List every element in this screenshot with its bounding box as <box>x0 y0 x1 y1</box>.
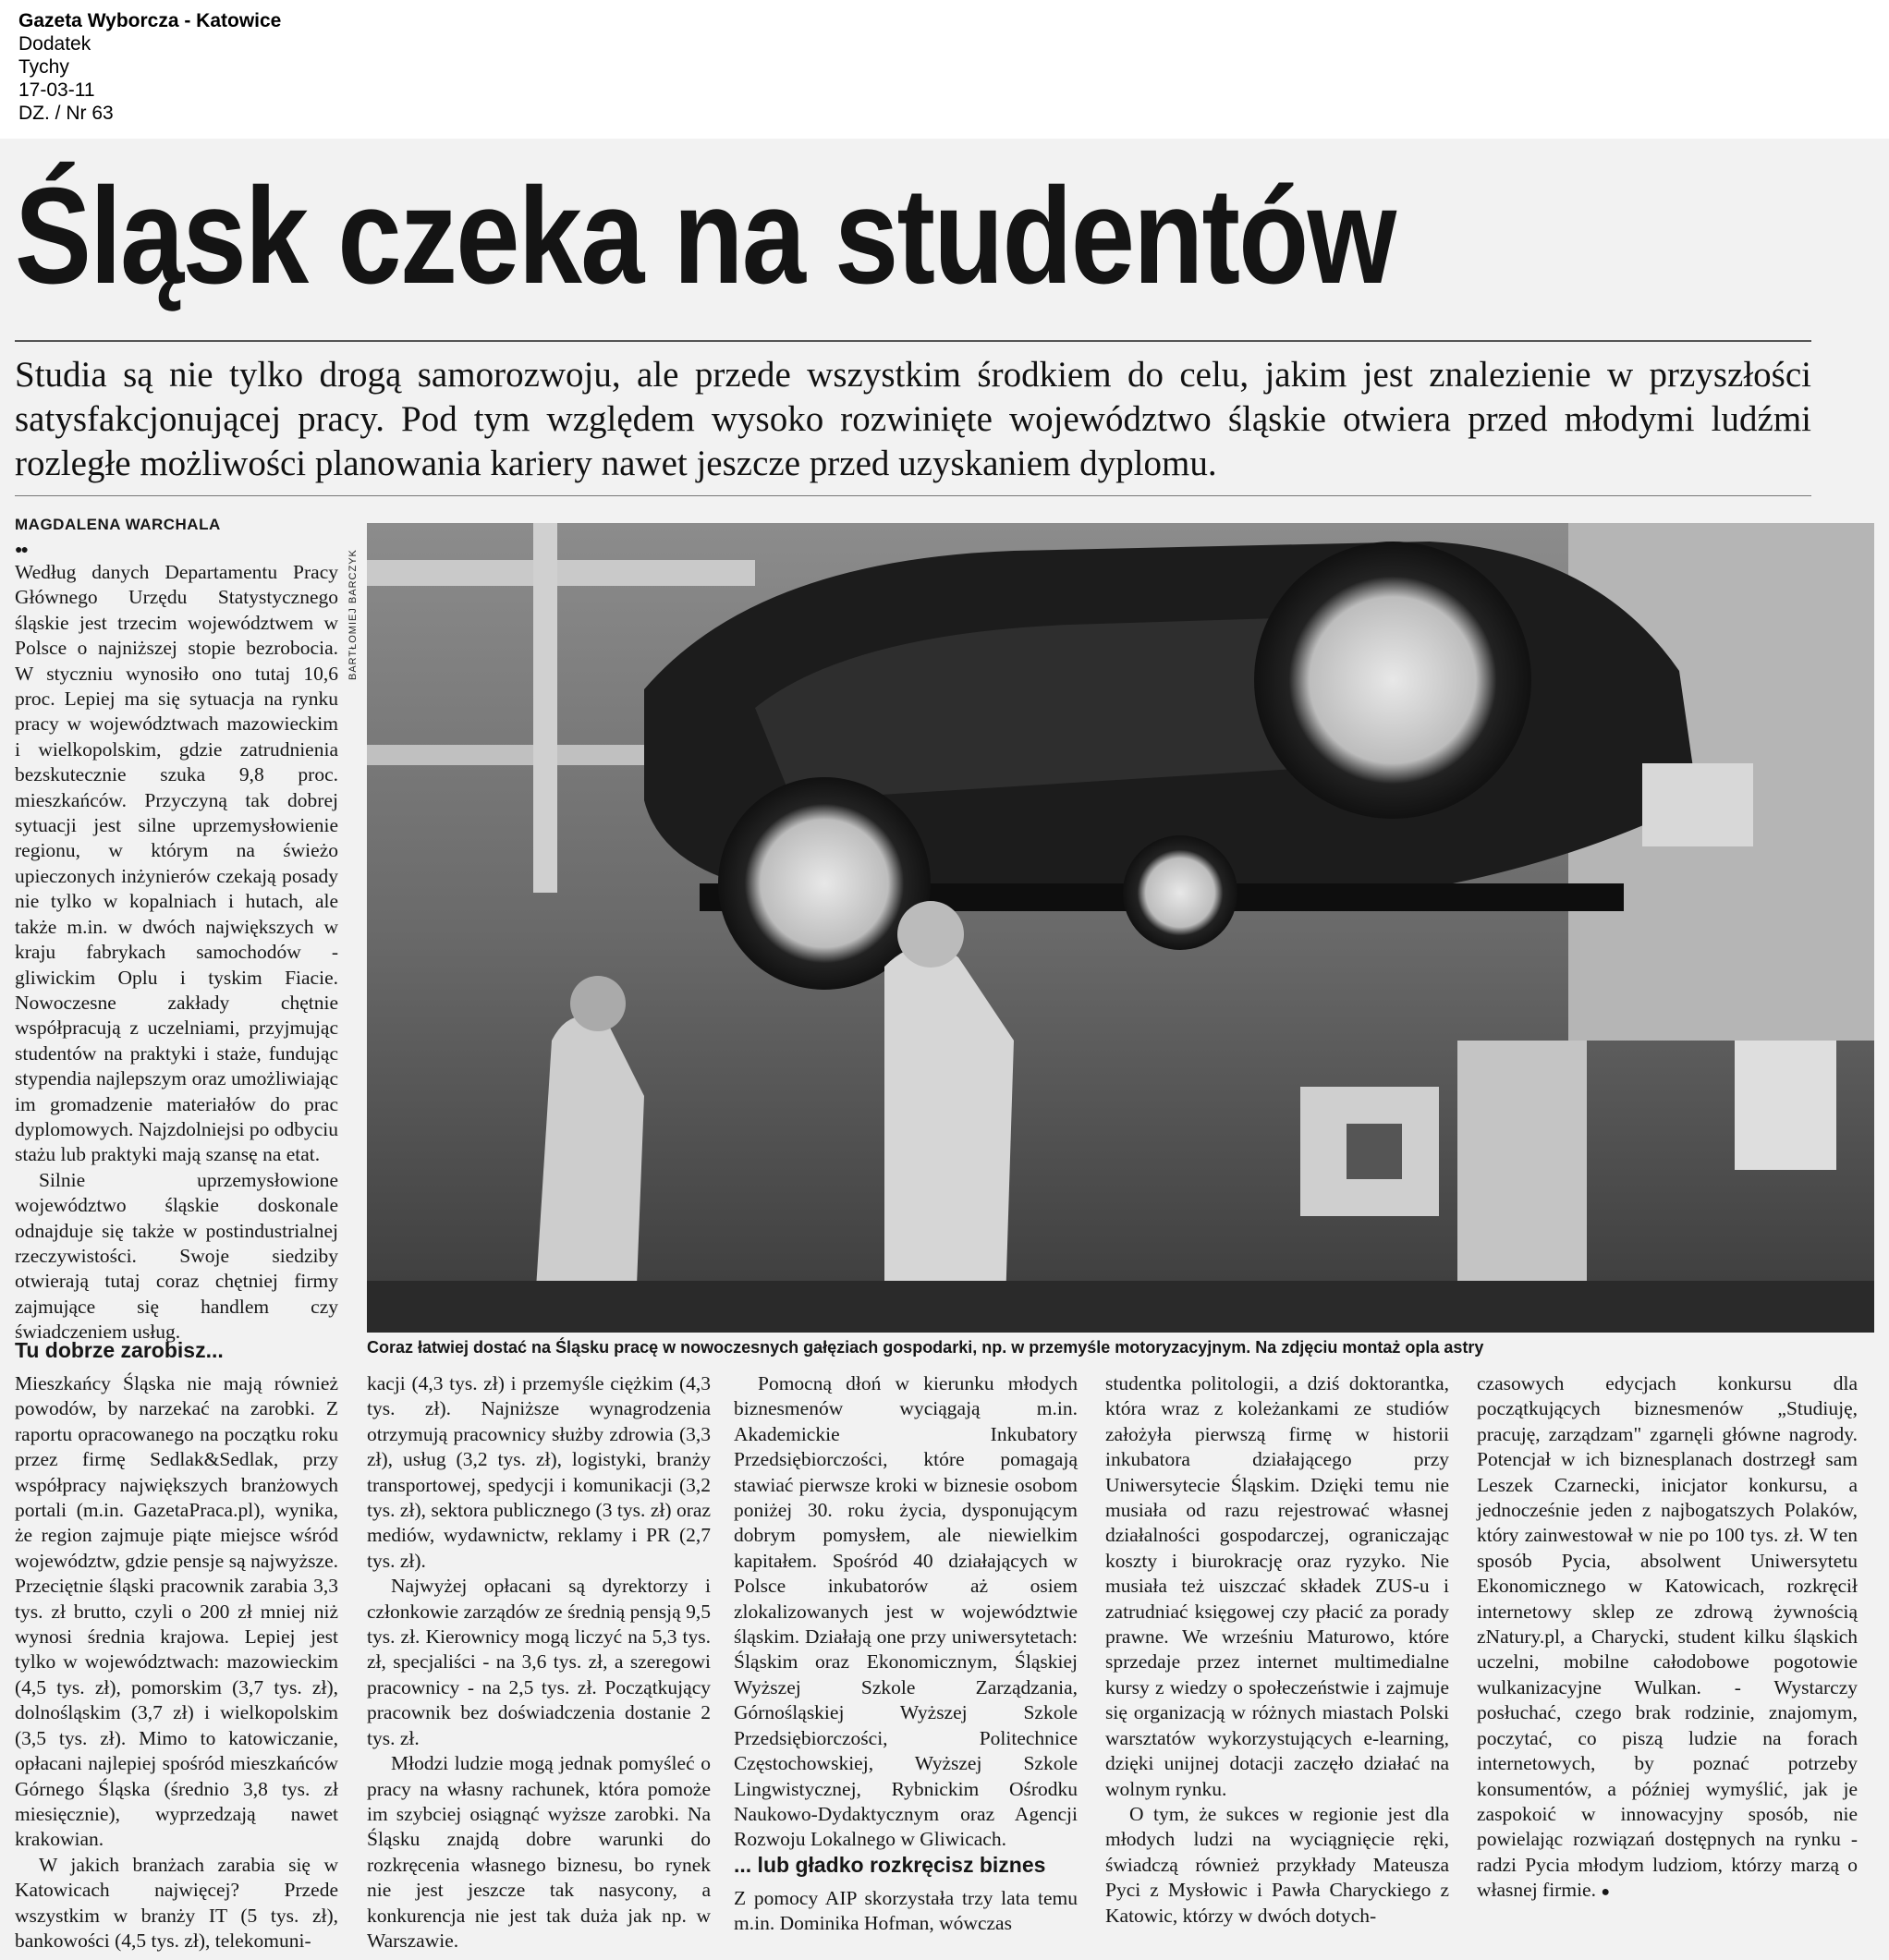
paragraph-text: czasowych edycjach konkursu dla początkujących biznesmenów „Studiuję, pracuję, zarządzam" zgarnęli główne nagrody. Potencjał w ich biznesplanach dostrzegł sam Leszek Czarnecki, inicjator konkursu, a jednocześnie jeden z najbogatszych Polaków, który zainwestował w nie po 100 tys. zł. W ten sposób Pycia, absolwent Uniwersytetu Ekonomicznego w Katowicach, rozkręcił internetowy sklep ze zdrową żywnością zNatury.pl, a Charycki, student kilku śląskich uczelni, mobilne całodobowe pogotowie wulkanizacyjne Wulkan. - Wystarczy posłuchać, czego brak rodzinie, znajomym, poczytać, co piszą ludzie na forach internetowych, by poznać potrzeby konsumentów, a później wymyślić, jak je zaspokoić w innowacyjny sposób, nie powielając rozwiązań dostępnych na rynku - radzi Pycia młodym ludziom, którzy marzą o własnej firmie. <box>1477 1372 1858 1902</box>
article-headline: Śląsk czeka na studentów <box>15 160 1395 312</box>
paragraph: Najwyżej opłacani są dyrektorzy i członkowie zarządów ze średnią pensją 9,5 tys. zł. Kierownicy mogą liczyć na 5,3 tys. zł, specjaliści - na 3,6 tys. zł, a szeregowi pracownicy - na 2,5 tys. zł. Początkujący pracownik bez doświadczenia dostanie 2 tys. zł. <box>367 1575 711 1749</box>
column-4 <box>1105 1371 1449 1929</box>
rear-wheel <box>1254 542 1531 819</box>
end-of-article-mark: ● <box>1601 1884 1611 1901</box>
headline-rule <box>15 340 1811 342</box>
paragraph <box>1477 1371 1858 1905</box>
article-photo <box>367 523 1874 1333</box>
paragraph: kacji (4,3 tys. zł) i przemyśle ciężkim (4,3 tys. zł). Najniższe wynagrodzenia otrzymują pracownicy służby zdrowia (3,3 zł), usług (3,2 tys. zł), logistyki, branży transportowej, spedycji i komunikacji (3,2 tys. zł), sektora publicznego (3 tys. zł) oraz mediów, wydawnictw, reklamy i PR (2,7 tys. zł). <box>367 1372 711 1572</box>
paragraph: Z pomocy AIP skorzystała trzy lata temu m.in. Dominika Hofman, wówczas <box>734 1887 1078 1935</box>
city-label: Tychy <box>18 56 69 78</box>
subhead-earnings: Tu dobrze zarobisz... <box>15 1338 224 1362</box>
author-mark: ●● <box>15 543 27 557</box>
paragraph: Silnie uprzemysłowione województwo śląskie doskonale odnajduje się także w postindustrialnej rzeczywistości. Swoje siedziby otwierają tutaj coraz chętniej firmy zajmujące się handlem czy świadczeniem usług. <box>15 1168 338 1344</box>
paragraph: Pomocną dłoń w kierunku młodych biznesmenów wyciągają m.in. Akademickie Inkubatory Przedsiębiorczości, które pomagają stawiać pierwsze kroki w biznesie osobom poniżej 30. roku życia, dysponującym dobrym pomysłem, ale niewielkim kapitałem. Spośród 40 działających w Polsce inkubatorów aż osiem zlokalizowanych jest w województwie śląskim. Działają one przy uniwersytetach: Śląskim oraz Ekonomicznym, Śląskiej Wyższej Szkole Zarządzania, Górnośląskiej Wyższej Szkole Przedsiębiorczości, Politechnice Częstochowskiej, Wyższej Szkole Lingwistycznej, Rybnickim Ośrodku Naukowo-Dydaktycznym oraz Agencji Rozwoju Lokalnego w Gliwicach. <box>734 1372 1078 1851</box>
subhead-business: ... lub gładko rozkręcisz biznes <box>734 1853 1046 1877</box>
column-3 <box>734 1371 1078 1853</box>
column-3b <box>734 1886 1078 1937</box>
supplement-label: Dodatek <box>18 33 91 55</box>
column-5 <box>1477 1371 1858 1905</box>
article-lead: Studia są nie tylko drogą samorozwoju, ale przede wszystkim środkiem do celu, jakim jest znalezienie w przyszłości satysfakcjonującej pracy. Pod tym względem wysoko rozwinięte województwo śląskie otwiera przed młodymi ludźmi rozległe możliwości planowania kariery nawet jeszcze przed uzyskaniem dyplomu. <box>15 355 1811 483</box>
publication-name: Gazeta Wyborcza - Katowice <box>18 10 282 31</box>
photo-credit: BARTŁOMIEJ BARCZYK <box>347 549 359 680</box>
author-byline: MAGDALENA WARCHALA <box>15 516 221 533</box>
column-1 <box>15 560 338 1345</box>
photo-caption: Coraz łatwiej dostać na Śląsku pracę w nowoczesnych gałęziach gospodarki, np. w przemyśle motoryzacyjnym. Na zdjęciu montaż opla astry <box>367 1338 1484 1357</box>
clipping-metadata <box>18 9 281 125</box>
lower-wheel <box>1123 835 1237 950</box>
paragraph: studentka politologii, a dziś doktorantka, która wraz z koleżankami ze studiów założyła pierwszą firmę w historii inkubatora działającego przy Uniwersytecie Śląskim. Dzięki temu nie musiała od razu rejestrować własnej działalności gospodarczej, ograniczając koszty i biurokrację oraz ryzyko. Nie musiała też uiszczać składek ZUS-u i zatrudniać księgowej czy płacić za porady prawne. We wrześniu Maturowo, które sprzedaje przez internet multimedialne kursy z wiedzy o społeczeństwie i zajmuje się organizacją w różnych miastach Polski warsztatów wykorzystujących e-learning, dzięki unijnej dotacji zaczęło działać na wolnym rynku. <box>1105 1372 1449 1800</box>
paragraph: O tym, że sukces w regionie jest dla młodych ludzi na wyciągnięcie ręki, świadczą również przykłady Mateusza Pyci z Mysłowic i Pawła Charyckiego z Katowic, którzy w dwóch dotych- <box>1105 1802 1449 1927</box>
issue-date: 17-03-11 <box>18 79 95 101</box>
paragraph: Młodzi ludzie mogą jednak pomyśleć o pracy na własny rachunek, która pomoże im szybciej osiągnąć wyższe zarobki. Na Śląsku znajdą dobre warunki do rozkręcenia własnego biznesu, bo rynek nie jest jeszcze tak nasycony, a konkurencja nie jest tak duża jak np. w Warszawie. <box>367 1752 711 1952</box>
column-1b <box>15 1371 338 1954</box>
column-2 <box>367 1371 711 1954</box>
paragraph: Według danych Departamentu Pracy Głównego Urzędu Statystycznego śląskie jest trzecim województwem w Polsce o najniższej stopie bezrobocia. W styczniu wynosiło ono tutaj 10,6 proc. Lepiej ma się sytuacja na rynku pracy w województwach mazowieckim i wielkopolskim, gdzie zatrudnienia bezskutecznie szuka 9,8 proc. mieszkańców. Przyczyną tak dobrej sytuacji jest silne uprzemysłowienie regionu, w którym na świeżo upieczonych inżynierów czekają posady nie tylko w kopalniach i hutach, ale także m.in. w dwóch największych w kraju fabrykach samochodów - gliwickim Oplu i tyskim Fiacie. Nowoczesne zakłady chętnie współpracują z uczelniami, przyjmując studentów na praktyki i staże, fundując stypendia najlepszym oraz umożliwiając im gromadzenie materiałów do prac dyplomowych. Najzdolniejsi po odbyciu stażu lub praktyki mają szansę na etat. <box>15 561 338 1166</box>
lead-rule <box>15 495 1811 496</box>
paragraph: Mieszkańcy Śląska nie mają również powodów, by narzekać na zarobki. Z raportu opracowanego na początku roku przez firmę Sedlak&Sedlak, przy współpracy największych branżowych portali (m.in. GazetaPraca.pl), wynika, że region zajmuje piąte miejsce wśród województw, gdzie pensje są najwyższe. Przeciętnie śląski pracownik zarabia 3,3 tys. zł brutto, czyli o 200 zł mniej niż wynosi średnia krajowa. Lepiej jest tylko w województwach: mazowieckim (4,5 tys. zł), pomorskim (3,7 tys. zł), dolnośląskim (3,7 zł) i wielkopolskim (3,5 tys. zł). Mimo to katowiczanie, opłacani najlepiej spośród mieszkańców Górnego Śląska (średnio 3,8 tys. zł miesięcznie), wyprzedzają nawet krakowian. <box>15 1372 338 1851</box>
car-assembly-illustration <box>367 523 1874 1333</box>
issue-number: DZ. / Nr 63 <box>18 103 114 124</box>
paragraph: W jakich branżach zarabia się w Katowicach najwięcej? Przede wszystkim w branży IT (5 tys. zł), bankowości (4,5 tys. zł), telekomuni- <box>15 1853 338 1952</box>
